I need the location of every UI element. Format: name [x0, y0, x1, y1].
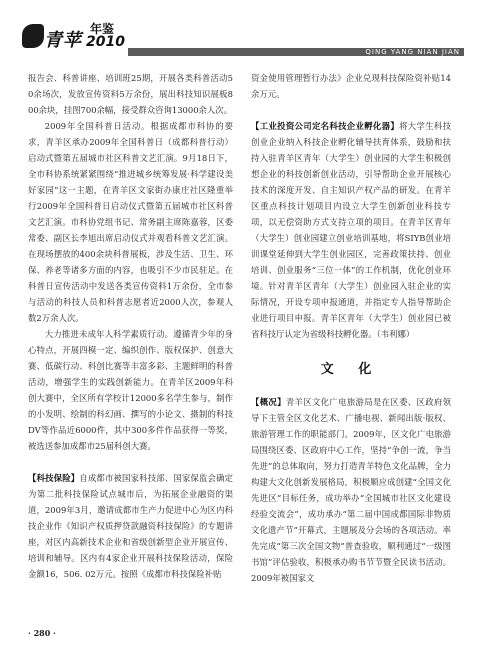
- logo-year-label: 年鉴: [90, 22, 115, 36]
- running-title: QING YANG NIAN JIAN: [365, 48, 460, 56]
- right-column: [251, 70, 451, 586]
- yearbook-logo: [22, 20, 132, 54]
- logo-text: 青苹: [44, 30, 82, 51]
- paragraph: 报告会、科普讲座、培训班25期，开展各类科普活动50余场次，发放宣传资料5万余份，展出科技知识展板800余块，挂图700余幅，接受群众咨询13000余人次。: [28, 73, 233, 115]
- section-heading: 文 化: [320, 362, 382, 377]
- paragraph: 2009年全国科普日活动。根据成都市科协的要求，青羊区承办2009年全国科普日（成都科普行动）启动式暨第五届城市社区科普文艺汇演。9月18日下，全市科协系统紧紧围绕“推进城乡统筹发展·科学建设美好家园”这一主题，在青羊区文家街办康庄社区隆重举行2009年全国科普日启动仪式暨第五届城市社区科普文艺汇演。市科协党组书记、常务副主席陈嘉蓉，区委常委、副区长李旭出席启动仪式并观看科普文艺汇演。在现场摆放的400余块科普展板，涉及生活、卫生、环保、养老等诸多方面的内容，也吸引不少市民驻足。在科普日宣传活动中发送各类宣传资料1万余份，全市参与活动的科技人员和科普志愿者近2000人次，参观人数2万余人次。: [28, 121, 233, 323]
- paragraph: 大力推进未成年人科学素质行动。遵循青少年的身心特点，开展四模一定、编织创作、版权保护、创意大赛、低碳行动、科创比赛等丰富多彩、主题鲜明的科普活动，增强学生的实践创新能力。在青羊区2009年科创大赛中，全区所有学校计12000多名学生参与，制作的小发明、绘制的科幻画、撰写的小论文、摄制的科技DV等作品近6000件，其中300多件作品获得一等奖，被选送参加成都市25届科创大赛。: [28, 329, 233, 451]
- leaf-logo-icon: [22, 24, 44, 48]
- paragraph-text: 自成都市被国家科技部、国家保监会确定为第二批科技保险试点城市后，为拓展企业融资的渠道，2009年3月，邀请成都市生产力促进中心为区内科技企业作《知识产权质押贷款融资科技保险》的专题讲座，对区内高新技术企业和省级创新型企业开展宣传、培训和辅导。区内有4家企业开展科技保险活动，保险金额16，506. 02万元。按照《成都市科技保险补贴: [28, 473, 234, 579]
- page-number: · 280 ·: [28, 628, 56, 638]
- paragraph: [28, 470, 233, 582]
- paragraph-text: 青羊区文化广电旅游局是在区委、区政府领导下主管全区文化艺术、广播电视、新闻出版·版权、旅游管理工作的职能部门。2009年，区文化广电旅游局围绕区委、区政府中心工作，坚持“争创一流，争当先进”的总体取向，努力打造青羊特色文化品牌，全力构建大文化创新发展格局，积极顺应成创建“全国文化先进区”目标任务，成功举办“全国城市社区文化建设经验交流会”，成功承办“第二届中国成都国际非物质文化遗产节”开幕式，主题展及分会场的各项活动。率先完成“第三次全国文物”普查验收，顺利通过“一级图书馆”评估验收，积极承办购书节节暨全民读书活动。2009年被国家文: [251, 397, 452, 583]
- paragraph: [251, 394, 451, 586]
- paragraph: [251, 118, 451, 342]
- paragraph: 资金使用管理暂行办法》企业兑现科技保险资补贴14余万元。: [251, 73, 451, 99]
- left-column: [28, 70, 233, 582]
- section-tag: 【科技保险】: [28, 473, 80, 483]
- page-header: [18, 18, 464, 56]
- section-tag: 【工业投资公司定名科技企业孵化器】: [251, 121, 400, 131]
- paragraph-text: 将大学生科技创业企业纳入科技企业孵化辅导扶育体系，鼓励和扶持入驻青羊区青年（大学生）创业园的大学生积极创想企业的科技创新创业活动，引导帮助企业开展核心技术的深度开发、自主知识产权产品的研发。在青羊区重点科技计划项目内设立大学生创新创业科技专项，以无偿资助方式支持立项的项目。在青羊区青年（大学生）创业园建立创业培训基地，将SIYB创业培训课堂延伸到大学生创业园区，完善政策扶持、创业培训、创业服务“三位一体”的工作机制，优化创业环境。针对青羊区青年（大学生）创业园入驻企业的实际情况，开设专项申报通道，并指定专人指导帮助企业进行项目申报。青羊区青年（大学生）创业园已被省科技厅认定为省级科技孵化器。（韦利娜）: [251, 121, 452, 339]
- logo-year: 2010: [86, 34, 125, 50]
- section-tag: 【概况】: [251, 397, 286, 407]
